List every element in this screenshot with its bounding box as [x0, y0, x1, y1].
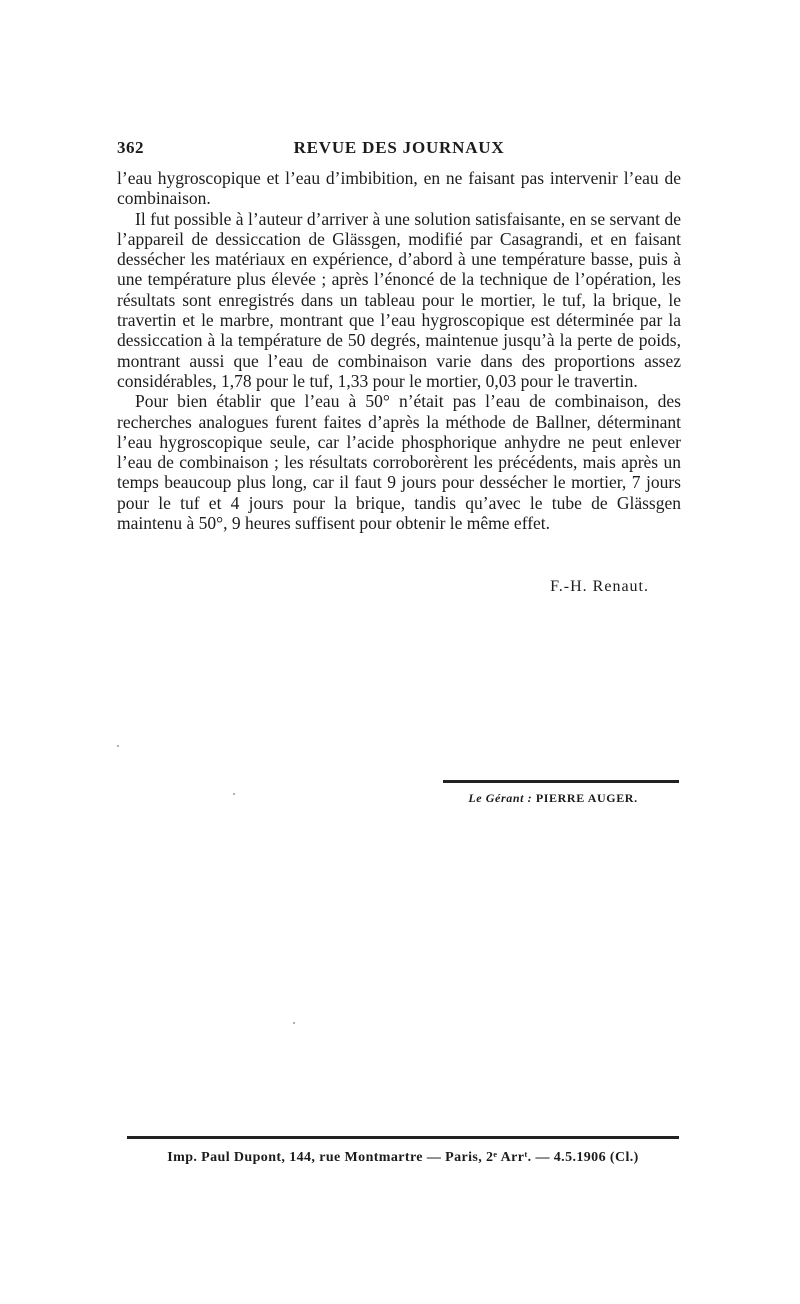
- running-title: REVUE DES JOURNAUX: [293, 138, 505, 157]
- page-header: [117, 138, 681, 162]
- paragraph: Il fut possible à l’auteur d’arriver à une solution satisfaisante, en se servant de l’appareil de dessiccation de Glässgen, modifié par Casagrandi, et en faisant dessécher les matériaux en expérience, d’abord à une température basse, puis à une température plus élevée ; après l’énoncé de la technique de l’opération, les résultats sont enregistrés dans un tableau pour le mortier, le tuf, la brique, le travertin et le marbre, montrant que l’eau hygroscopique est déterminée par la dessiccation à la température de 50 degrés, maintenue jusqu’à la perte de poids, montrant aussi que l’eau de combinaison varie dans des proportions assez considérables, 1,78 pour le tuf, 1,33 pour le mortier, 0,03 pour le travertin.: [117, 208, 681, 391]
- manager-name: PIERRE AUGER.: [535, 791, 638, 805]
- printer-imprint: Imp. Paul Dupont, 144, rue Montmartre — Paris, 2ᵉ Arrᵗ. — 4.5.1906 (Cl.): [167, 1150, 639, 1165]
- paper-speck: [293, 1022, 295, 1024]
- divider-rule: [443, 780, 679, 783]
- paper-speck: [233, 793, 235, 795]
- manager-label: Le Gérant :: [468, 791, 533, 805]
- paragraph: Pour bien établir que l’eau à 50° n’était pas l’eau de combinaison, des recherches analogues furent faites d’après la méthode de Ballner, déterminant l’eau hygroscopique seule, car l’acide phosphorique anhydre ne peut enlever l’eau de combinaison ; les résultats corroborèrent les précédents, mais après un temps beaucoup plus long, car il faut 9 jours pour dessécher le mortier, 7 jours pour le tuf et 4 jours pour la brique, tandis qu’avec le tube de Glässgen maintenu à 50°, 9 heures suffisent pour obtenir le même effet.: [117, 391, 681, 534]
- paper-speck: [117, 745, 119, 747]
- article-body: [117, 168, 681, 533]
- paragraph-continuation: l’eau hygroscopique et l’eau d’imbibition, en ne faisant pas intervenir l’eau de combinaison.: [117, 168, 681, 209]
- manager-line: [443, 791, 663, 806]
- footer-rule: [127, 1136, 679, 1139]
- author-signature: F.-H. Renaut.: [550, 578, 649, 595]
- page-number: 362: [117, 138, 144, 157]
